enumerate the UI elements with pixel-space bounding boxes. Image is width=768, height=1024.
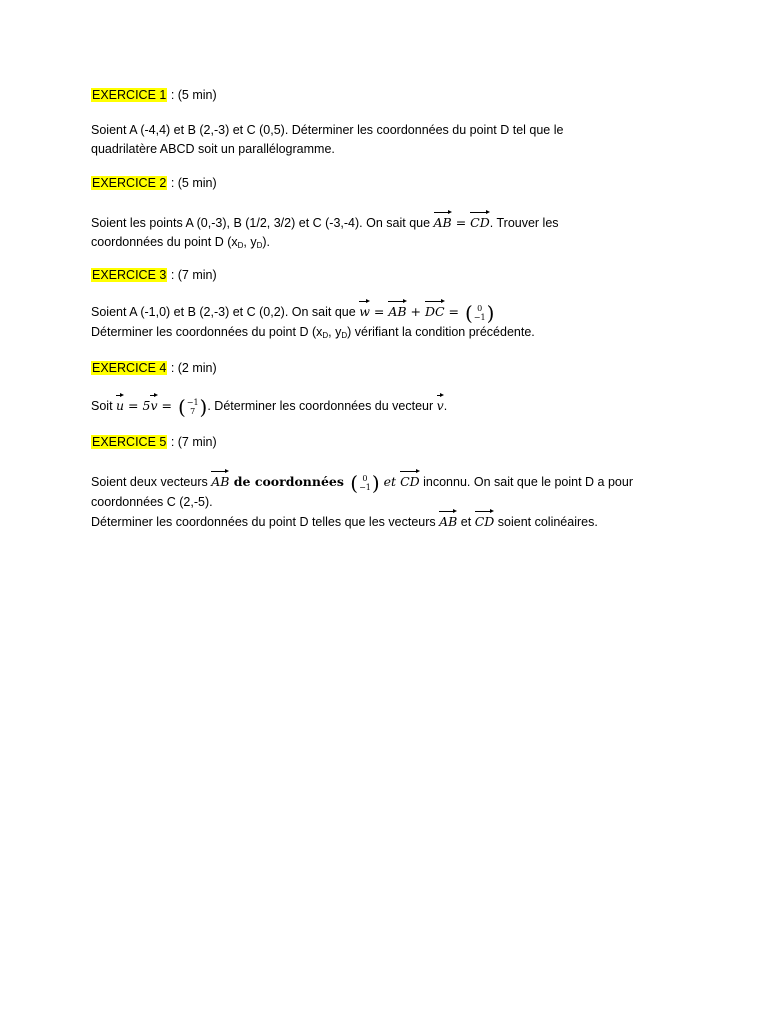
vector-ab [439,512,457,528]
exercise-3-title [91,266,691,285]
exercise-1-title [91,86,691,105]
equals-sign: = [369,304,389,319]
exercise-4-line-1-pre: Soit [91,399,117,413]
vector-arrow-icon [475,509,495,515]
exercise-5-line-3-mid: et [457,514,475,529]
vector-arrow-icon [211,469,229,475]
vector-w-label: w [359,304,370,319]
exercise-4-line-1-mid: . Déterminer les coordonnées du vecteur [207,399,437,413]
vector-dc [425,302,445,318]
exercise-2-text [91,213,691,255]
exercise-3-line-2-post: ) vérifiant la condition précédente. [347,324,535,339]
vector-ab [388,302,406,318]
de-coordonnees: de coordonnées [229,474,349,489]
vector-ab-label: AB [211,474,230,489]
vector-cd-label: CD [400,474,420,489]
exercise-5-text [91,472,691,532]
exercise-2-line-2-post: ). [262,235,271,249]
exercise-3-line-2-mid: , y [328,324,342,339]
right-paren-icon: ) [371,470,380,495]
exercise-1-text [91,121,691,159]
equals-five: = 5 [124,398,151,413]
exercise-3-text [91,302,691,345]
vector-w [359,302,370,318]
exercise-1-label: EXERCICE 1 [92,88,167,102]
vector-arrow-icon [437,393,444,399]
left-paren-icon: ( [177,394,186,419]
vector-cd [475,512,495,528]
exercise-3-line-2-pre: Déterminer les coordonnées du point D (x [91,324,323,339]
vector-arrow-icon [470,210,490,216]
exercise-5-title [91,433,691,452]
exercise-2-title [91,174,691,193]
exercise-2-label: EXERCICE 2 [92,176,167,190]
vector-arrow-icon [150,393,157,399]
exercise-4-label: EXERCICE 4 [92,361,167,375]
exercise-4-line-1-post: . [443,399,448,413]
vector-arrow-icon [425,299,445,305]
vector-arrow-icon [388,299,406,305]
right-paren-icon: ) [486,300,495,325]
vector-u-label: u [116,398,125,413]
vector-arrow-icon [359,299,370,305]
exercise-3-label: EXERCICE 3 [92,268,167,282]
left-paren-icon: ( [464,300,473,325]
exercise-1-duration: : (5 min) [167,88,217,102]
right-paren-icon: ) [199,394,208,419]
exercise-3-line-2 [91,323,691,345]
exercise-4-text [91,396,691,417]
vector-arrow-icon [439,509,457,515]
vector-ab [434,213,452,229]
column-vector [177,394,208,419]
vector-v [437,396,444,412]
exercise-3-line-1 [91,302,691,323]
vector-v [150,396,157,412]
exercise-3-duration: : (7 min) [167,268,217,282]
vector-ab [211,472,229,488]
vector-cd-label: CD [470,215,490,230]
vector-ab-label: AB [388,304,407,319]
vector-v-label: v [436,398,444,413]
vector-u [116,396,124,412]
subscript-d: D [237,241,244,250]
column-vector-bottom: −1 [359,482,371,492]
vector-cd [400,472,420,488]
equals-sign: = [444,304,463,319]
exercise-5-line-1 [91,472,691,493]
column-vector-top: −1 [186,397,199,407]
exercise-5-line-1-post: inconnu. On sait que le point D a pour [419,475,633,489]
exercise-1-line-1: Soient A (-4,4) et B (2,-3) et C (0,5). Déterminer les coordonnées du point D tel que le [91,123,564,137]
subscript-d: D [256,241,263,250]
exercise-2-duration: : (5 min) [167,176,217,190]
exercise-3-line-1-pre: Soient A (-1,0) et B (2,-3) et C (0,2). On sait que [91,305,360,319]
subscript-d: D [322,330,329,340]
vector-arrow-icon [434,210,452,216]
exercise-5-line-2: coordonnées C (2,-5). [91,494,213,509]
equals-sign: = [451,215,471,230]
exercise-1-line-2: quadrilatère ABCD soit un parallélogramme. [91,142,335,156]
exercise-2-line-1-post: . Trouver les [489,216,559,230]
exercise-2-line-2-pre: coordonnées du point D (x [91,235,238,249]
vector-v-label: v [150,398,158,413]
vector-ab-label: AB [439,513,458,529]
left-paren-icon: ( [350,470,359,495]
exercise-4-duration: : (2 min) [167,361,217,375]
exercise-2-line-2 [91,233,691,255]
exercise-2-line-2-mid: , y [243,235,257,249]
exercise-5-line-1-pre: Soient deux vecteurs [91,475,212,489]
exercise-5-line-3 [91,512,691,532]
vector-dc-label: DC [424,304,445,319]
equals-sign: = [157,398,176,413]
et-word: et [379,474,401,489]
exercise-2-line-1-pre: Soient les points A (0,-3), B (1/2, 3/2) et C (-3,-4). On sait que [91,216,434,230]
vector-ab-label: AB [433,215,452,230]
vector-arrow-icon [400,469,420,475]
exercise-5-line-3-post: soient colinéaires. [494,514,598,529]
vector-cd-label: CD [474,513,495,529]
exercise-4-line-1 [91,396,691,417]
exercise-5-line-3-pre: Déterminer les coordonnées du point D telles que les vecteurs [91,514,440,529]
exercise-4-title [91,359,691,378]
plus-sign: + [406,304,425,319]
column-vector-bottom: 7 [190,406,196,416]
exercise-5-label: EXERCICE 5 [92,435,167,449]
column-vector-bottom: −1 [473,312,486,322]
exercise-2-line-1 [91,213,691,233]
vector-arrow-icon [116,393,124,399]
vector-cd [470,213,490,229]
subscript-d: D [341,330,348,340]
column-vector-top: 0 [362,473,368,483]
column-vector-top: 0 [477,303,483,313]
column-vector [464,300,495,325]
column-vector [350,470,380,495]
exercise-5-duration: : (7 min) [167,435,217,449]
